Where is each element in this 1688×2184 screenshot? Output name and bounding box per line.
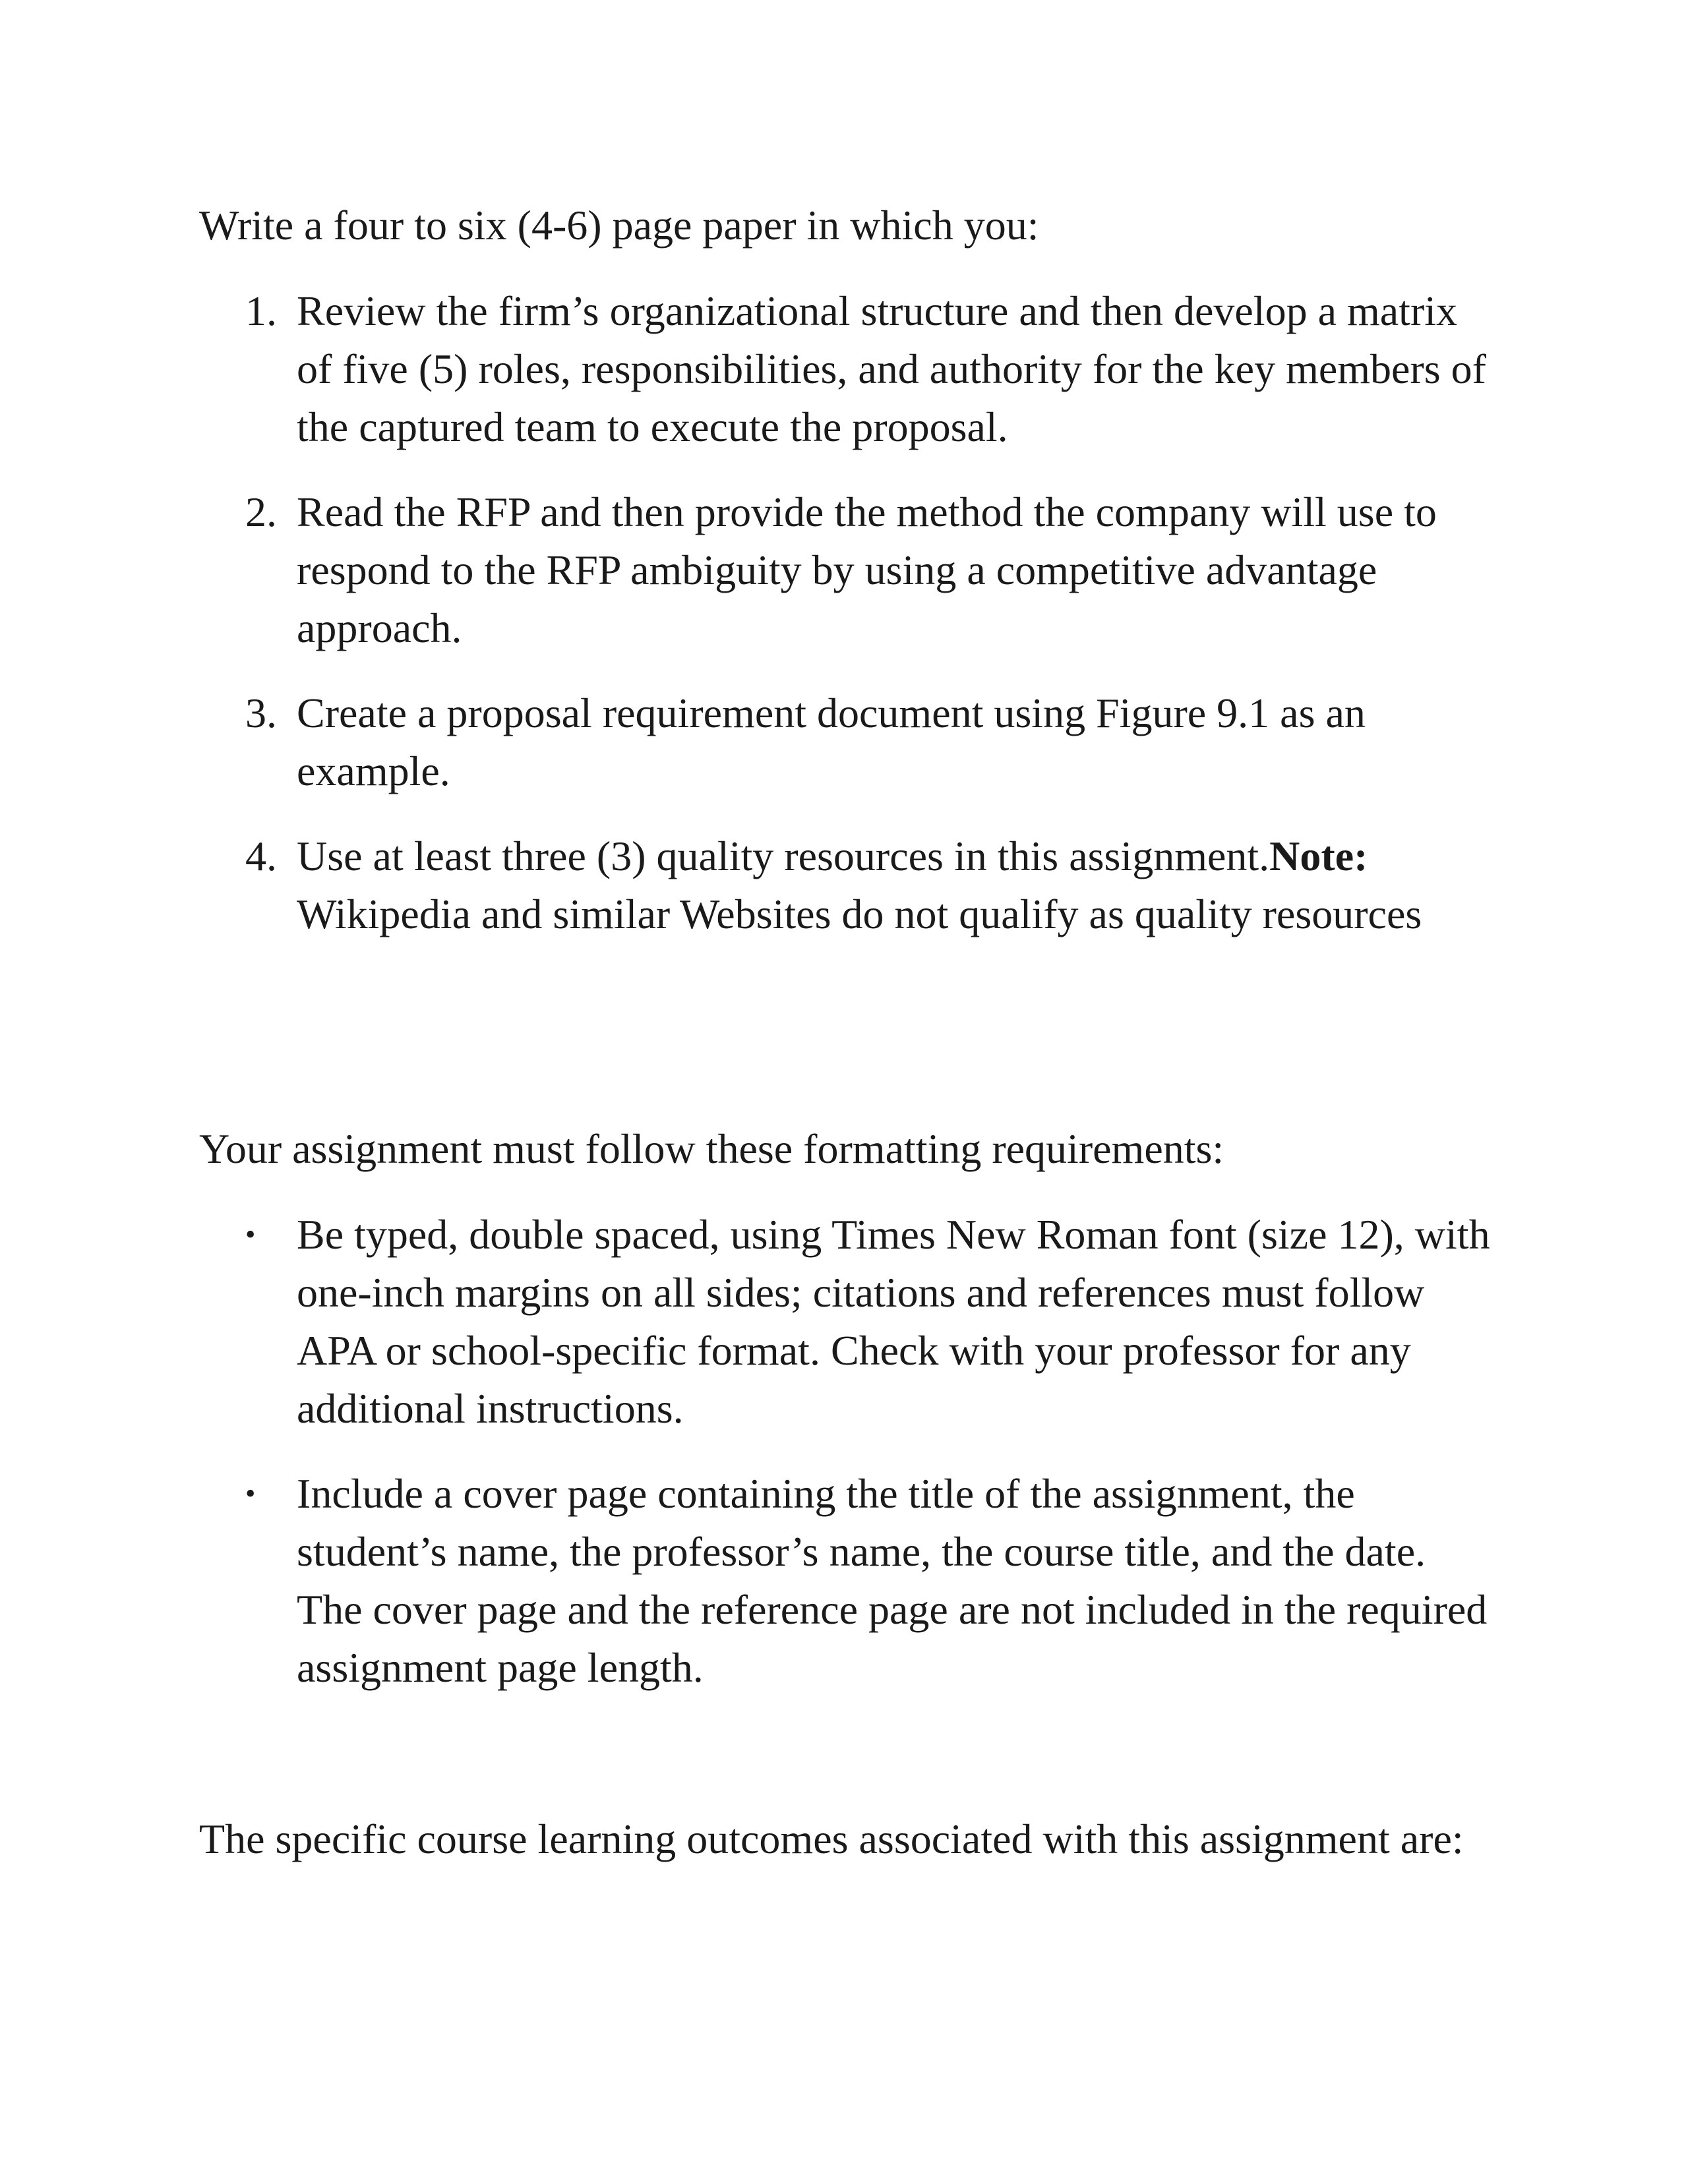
list-item-text: Create a proposal requirement document using Figure 9.1 as an example. bbox=[297, 690, 1366, 794]
list-item bbox=[199, 1206, 1492, 1438]
list-item-number: 4. bbox=[245, 833, 277, 879]
list-item bbox=[199, 483, 1492, 657]
list-item bbox=[199, 282, 1492, 456]
list-item bbox=[199, 827, 1492, 1001]
list-item bbox=[199, 1465, 1492, 1697]
requirements-numbered-list bbox=[199, 282, 1492, 1001]
formatting-heading: Your assignment must follow these formatting requirements: bbox=[199, 1125, 1224, 1172]
bullet-icon: • bbox=[245, 1218, 256, 1251]
intro-paragraph: Write a four to six (4-6) page paper in which you: bbox=[199, 202, 1039, 249]
list-item-number: 2. bbox=[245, 488, 277, 535]
list-item bbox=[199, 684, 1492, 800]
formatting-bullet-list bbox=[199, 1206, 1492, 1697]
list-item-text: Include a cover page containing the title of the assignment, the student’s name, the professor’s name, the course title, and the date. The cover page and the reference page are not included in the required assignment page length. bbox=[297, 1470, 1488, 1691]
note-label: Note: bbox=[1269, 833, 1368, 879]
list-item-number: 1. bbox=[245, 287, 277, 334]
list-item-text-before: Use at least three (3) quality resources in this assignment. bbox=[297, 833, 1270, 879]
list-item-text-after: Wikipedia and similar Websites do not qualify as quality resources bbox=[297, 891, 1422, 937]
outcomes-heading: The specific course learning outcomes associated with this assignment are: bbox=[199, 1815, 1464, 1862]
bullet-icon: • bbox=[245, 1477, 256, 1510]
list-item-text: Be typed, double spaced, using Times New Roman font (size 12), with one-inch margins on all sides; citations and references must follow APA or school-specific format. Check with your professor for any additional instructions. bbox=[297, 1211, 1490, 1432]
list-item-number: 3. bbox=[245, 690, 277, 736]
list-item-text: Read the RFP and then provide the method the company will use to respond to the RFP ambiguity by using a competitive advantage approach. bbox=[297, 488, 1437, 651]
list-item-text: Review the firm’s organizational structure and then develop a matrix of five (5) roles, responsibilities, and authority for the key members of the captured team to execute the proposal. bbox=[297, 287, 1486, 450]
